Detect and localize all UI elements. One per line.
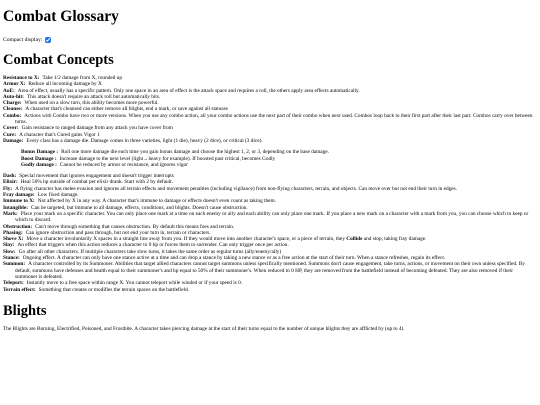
glossary-entry-godly-damage: [21, 162, 535, 168]
glossary-definition-text: A character that's cleansed can either remove all blights, end a mark, or save against all statuses: [25, 106, 228, 113]
glossary-term: Obstruction :: [3, 224, 32, 230]
glossary-definition-text: Can't move through something that causes obstruction. By default this means foes and terrain.: [35, 223, 235, 230]
concepts-list-a: [3, 75, 535, 144]
glossary-definition: [19, 132, 100, 138]
glossary-term: Teleport :: [3, 280, 24, 286]
glossary-term: Resistance to X :: [3, 75, 39, 81]
glossary-definition-text: Not affected by X in any way. A character that's immune to damage or effects doesn't even count as taking them.: [37, 198, 276, 205]
glossary-definition-text: Ongoing effect. A character can only have one stance active at a time and can drop a stance by taking a new stance or as a free action at the start of their turn. When a stance refreshes, regain its effect.: [22, 255, 446, 262]
glossary-definition-keyword: Collide: [346, 236, 363, 243]
glossary-definition: [17, 242, 288, 248]
glossary-definition: [35, 224, 234, 230]
glossary-term: Bonus Damage :: [21, 149, 58, 155]
glossary-term: Elixir :: [3, 179, 18, 185]
damage-subterms: [21, 149, 535, 168]
glossary-term: Damage :: [3, 138, 23, 144]
glossary-term: Combo :: [3, 113, 21, 119]
glossary-term: Immune to X :: [3, 198, 35, 204]
glossary-term: Phasing :: [3, 230, 23, 236]
glossary-definition-text: A flying character has melee evasion and ignores all terrain effects and movement penalties (including vigilance) from non-flying characters, terrain, and objects. Can move over but not end their turn in edges.: [15, 185, 458, 192]
glossary-definition: [21, 179, 173, 185]
glossary-entry-damage: [3, 138, 535, 144]
glossary-term: Boost Damage :: [21, 156, 57, 162]
section-heading-blights: Blights: [3, 302, 47, 319]
glossary-definition: [31, 205, 248, 211]
glossary-term: Slow :: [3, 249, 16, 255]
glossary-definition-text: Place your mark on a specific character. You can only place one mark at a time on each enemy or ally and each ability can only place one mark. If you place a new mark on a character with a mark from you, you can choose which to keep or which to discard.: [15, 210, 529, 224]
glossary-definition: [15, 113, 533, 125]
glossary-term: Slay :: [3, 242, 14, 248]
glossary-definition: [28, 81, 101, 87]
blights-section: [3, 303, 535, 332]
glossary-term: Summon :: [3, 261, 25, 267]
glossary-definition: [42, 75, 122, 81]
compact-display-row: [3, 36, 535, 44]
glossary-definition-text: When used on a slow turn, this ability becomes more powerful.: [24, 100, 159, 107]
glossary-entry-mark: [3, 211, 535, 224]
glossary-definition-text: Roll one more damage die each time you gain bonus damage and choose the highest 1, 2, or 3, depending on the base damage.: [61, 149, 329, 156]
glossary-definition-text: Can be targeted, but immune to all damage, effects, conditions, and blights. Doesn't cause obstruction.: [31, 204, 248, 211]
glossary-definition-text: Something that creates or modifies the terrain spaces on the battlefield.: [38, 286, 190, 293]
damage-sub-list: [21, 149, 535, 168]
glossary-term: Intangible :: [3, 205, 28, 211]
glossary-definition: [26, 138, 262, 144]
glossary-definition: [38, 198, 276, 204]
glossary-definition-text: Gain resistance to ranged damage from any attack you have cover from: [21, 125, 173, 132]
glossary-definition: [22, 125, 173, 131]
glossary-definition-text: A character controlled by its Summoner. Abilities that target allied characters cannot target summons unless specifically mentioned. Summons don't cause engagement, take turns, actions, or movement on their own unless specified. By default, summons have defenses and health equal to their summoner's and hp equal to 50% of their summoner's. When reduced to 0 HP, they are removed from the battlefield instead of becoming defeated. They are also removed if their summoner is defeated.: [15, 261, 526, 280]
glossary-term: Godly damage :: [21, 162, 57, 168]
glossary-definition-text: Heal 50% hp outside of combat per elixir drank. Start with 2 by default.: [20, 179, 173, 186]
glossary-definition: [26, 230, 211, 236]
blights-text: The Blights are Burning, Electrified, Poisoned, and Frostbite. A character takes piercing damage at the start of their turns equal to the number of unique blights they are afflicted by (up to 4).: [3, 325, 405, 332]
compact-display-label: Compact display:: [3, 37, 43, 43]
glossary-term: Fray damage :: [3, 192, 35, 198]
glossary-definition-text: This attack doesn't require an attack roll but automatically hits.: [26, 93, 161, 100]
glossary-definition-text: Can ignore obstruction and pass through, but not end your turn in, terrain or characters.: [25, 229, 211, 236]
glossary-definition: [27, 94, 160, 100]
glossary-definition: [25, 106, 227, 112]
glossary-term: Cure :: [3, 132, 16, 138]
concepts-list-b: [3, 173, 535, 293]
glossary-term: Dash :: [3, 173, 16, 179]
glossary-definition-text: Take 1/2 damage from X, rounded up: [42, 75, 122, 81]
compact-display-checkbox[interactable]: [45, 37, 51, 43]
glossary-definition-text: Move a character involuntarily X spaces in a straight line away from you. If they would move into another character's space, or a piece of terrain, they: [26, 236, 347, 243]
glossary-term: Shove X :: [3, 236, 23, 242]
glossary-term: Cleanse :: [3, 106, 22, 112]
glossary-term: Terrain effect :: [3, 287, 36, 293]
glossary-term: Stance :: [3, 255, 20, 261]
glossary-entry-fly: [3, 186, 535, 192]
glossary-definition: [61, 149, 329, 155]
glossary-definition: [15, 261, 525, 280]
glossary-term: Cover :: [3, 125, 19, 131]
glossary-term: AoE :: [3, 88, 15, 94]
glossary-term: Auto-hit :: [3, 94, 24, 100]
glossary-term: Armor X :: [3, 81, 25, 87]
glossary-definition-text: Increase damage to the next level (light→heavy for example). If boosted past critical, becomes Godly: [59, 155, 276, 162]
glossary-definition: [25, 100, 159, 106]
glossary-definition: [27, 280, 242, 286]
section-heading-combat-concepts: Combat Concepts: [3, 52, 114, 68]
glossary-entry-terrain-effect: [3, 287, 535, 293]
glossary-definition-text: Area of effect, usually has a specific pattern. Only one space in an area of effect is the attack space and requires a roll, the others apply area effects automatically.: [17, 87, 360, 94]
glossary-definition: [39, 287, 189, 293]
glossary-definition-text: An effect that triggers when this action reduces a character to 0 hp or forces them to surrender. Can only trigger once per action.: [17, 242, 289, 249]
glossary-definition-text: and stop, taking fray damage.: [362, 236, 427, 243]
glossary-definition-text: Special movement that ignores engagement and doesn't trigger interrupts: [19, 173, 174, 180]
glossary-definition-text: Cannot be reduced by armor or resistance, and ignores vigor: [59, 161, 188, 168]
glossary-term: Mark :: [3, 211, 18, 217]
glossary-definition-text: Go after all other characters. If multiple characters take slow turns, it takes the same order as regular turns (ally/enemy/ally): [18, 248, 282, 255]
glossary-term: Fly :: [3, 186, 12, 192]
glossary-definition: [60, 162, 188, 168]
glossary-definition: [15, 211, 528, 223]
glossary-definition: [15, 186, 457, 192]
combat-concepts-section: [3, 52, 535, 293]
glossary-definition-text: A character that's Cured gains Vigor 1: [19, 131, 100, 138]
glossary-entry-summon: [3, 261, 535, 280]
glossary-definition-text: Every class has a damage die. Damage comes in three varieties, light (1 die), heavy (2 dice), or critical (3 dice).: [26, 137, 263, 144]
glossary-definition-text: Reduce all incoming damage by X: [28, 81, 102, 88]
page-title: Combat Glossary: [3, 8, 119, 25]
glossary-definition-text: Actions with Combo have two or more versions. When you use any combo action, all your combo actions use the next part of their combo when next used. Combos loop back to their first part after their last part. Combos carry over between turns.: [15, 112, 533, 126]
glossary-entry-combo: [3, 113, 535, 126]
glossary-definition-text: Instantly move to a free space within range X. You cannot teleport while winded or if your speed is 0.: [26, 280, 243, 287]
glossary-definition-text: Low fixed damage.: [37, 192, 79, 199]
glossary-term: Charge :: [3, 100, 22, 106]
glossary-definition: [18, 88, 360, 94]
glossary-definition: [19, 249, 282, 255]
glossary-definition: [60, 156, 276, 162]
